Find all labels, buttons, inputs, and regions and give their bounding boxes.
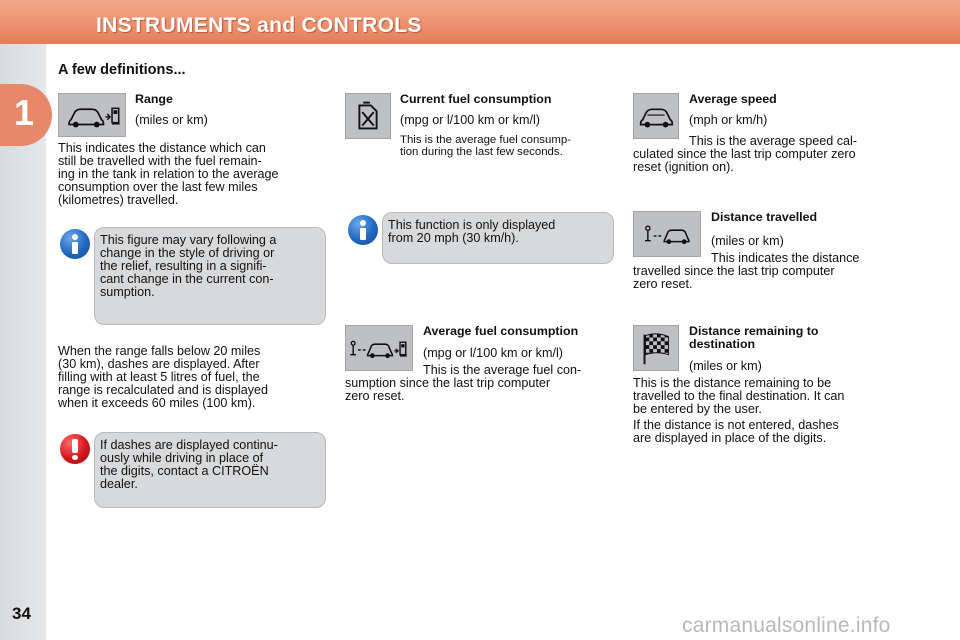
title-line: destination	[689, 337, 756, 351]
average-speed-unit: (mph or km/h)	[689, 113, 768, 127]
title-line: Distance remaining to	[689, 324, 819, 338]
current-fuel-title: Current fuel consumption	[400, 92, 552, 106]
range-unit: (miles or km)	[135, 113, 208, 127]
distance-car-fuel-pump-icon	[345, 325, 413, 371]
text-line: culated since the last trip computer zero	[633, 147, 856, 161]
text-line: This function is only displayed	[388, 218, 556, 232]
text-line: range is recalculated and is displayed	[58, 383, 269, 397]
distance-travelled-title: Distance travelled	[711, 210, 818, 224]
text-line: the digits, contact a CITROËN	[100, 464, 269, 478]
range-title: Range	[135, 92, 173, 106]
text-line: ously while driving in place of	[100, 451, 264, 465]
average-speed-title: Average speed	[689, 92, 777, 106]
text-line: reset (ignition on).	[633, 160, 734, 174]
text-line: This figure may vary following a	[100, 233, 277, 247]
checkered-flag-icon	[633, 325, 679, 371]
average-fuel-unit: (mpg or l/100 km or km/l)	[423, 346, 563, 360]
text-line: zero reset.	[633, 277, 693, 291]
section-title: A few definitions...	[58, 62, 186, 78]
distance-remaining-unit: (miles or km)	[689, 359, 762, 373]
fuel-can-icon	[345, 93, 391, 139]
text-line: If the distance is not entered, dashes	[633, 418, 839, 432]
text-line: This is the distance remaining to be	[633, 376, 832, 390]
text-line: travelled to the final destination. It can	[633, 389, 845, 403]
text-line: If dashes are displayed continu-	[100, 438, 278, 452]
text-line: dealer.	[100, 477, 138, 491]
text-line: This is the average fuel con-	[423, 363, 582, 377]
text-line: are displayed in place of the digits.	[633, 431, 827, 445]
distance-travelled-unit: (miles or km)	[711, 234, 784, 248]
info-icon	[60, 229, 90, 259]
text-line: (kilometres) travelled.	[58, 193, 179, 207]
info-icon	[348, 215, 378, 245]
text-line: still be travelled with the fuel remain-	[58, 154, 262, 168]
watermark: carmanualsonline.info	[682, 614, 891, 637]
text-line: This is the average fuel consump-	[400, 134, 571, 146]
text-line: from 20 mph (30 km/h).	[388, 231, 519, 245]
text-line: travelled since the last trip computer	[633, 264, 835, 278]
text-line: when it exceeds 60 miles (100 km).	[58, 396, 256, 410]
text-line: When the range falls below 20 miles	[58, 344, 261, 358]
average-fuel-title: Average fuel consumption	[423, 324, 579, 338]
car-icon	[633, 93, 679, 139]
text-line: the relief, resulting in a signifi-	[100, 259, 267, 273]
page-number: 34	[12, 604, 31, 623]
text-line: be entered by the user.	[633, 402, 762, 416]
text-line: tion during the last few seconds.	[400, 146, 563, 158]
text-line: This indicates the distance which can	[58, 141, 266, 155]
page-header-title: INSTRUMENTS and CONTROLS	[96, 14, 422, 37]
text-line: sumption.	[100, 285, 155, 299]
text-line: filling with at least 5 litres of fuel, the	[58, 370, 260, 384]
text-line: cant change in the current con-	[100, 272, 274, 286]
text-line: This is the average speed cal-	[689, 134, 858, 148]
text-line: sumption since the last trip computer	[345, 376, 551, 390]
warning-icon	[60, 434, 90, 464]
chapter-number: 1	[14, 92, 35, 133]
text-line: ing in the tank in relation to the average	[58, 167, 279, 181]
text-line: consumption over the last few miles	[58, 180, 258, 194]
current-fuel-unit: (mpg or l/100 km or km/l)	[400, 113, 540, 127]
text-line: (30 km), dashes are displayed. After	[58, 357, 260, 371]
text-line: change in the style of driving or	[100, 246, 275, 260]
car-fuel-pump-icon	[58, 93, 126, 137]
distance-car-icon	[633, 211, 701, 257]
text-line: zero reset.	[345, 389, 405, 403]
text-line: This indicates the distance	[711, 251, 860, 265]
